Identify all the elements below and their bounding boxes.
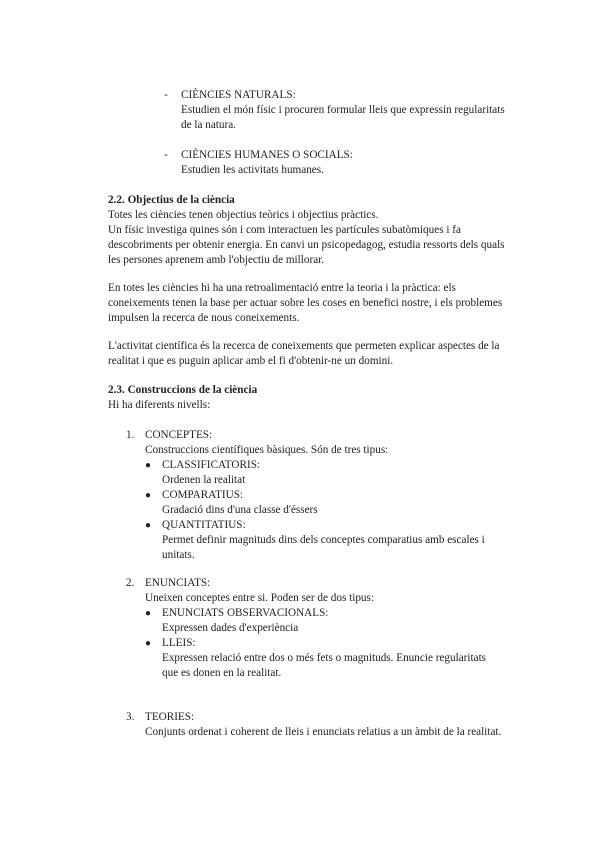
level-concepts [126,428,531,563]
dash-marker: - [164,89,168,101]
paragraph-line: impulsen la recerca de nous coneixements. [108,312,300,324]
paragraph-line: les persones aprenem amb l'objectiu de millorar. [108,254,325,266]
bullet-icon: ● [145,638,152,649]
paragraph-scientific-activity [108,339,528,369]
paragraph-line: descobriments per obtenir energia. En canvi un psicopedagog, estudia ressorts dels quals [108,239,505,251]
sub-item-desc: unitats. [162,549,195,561]
section-heading: 2.3. Construccions de la ciència [108,384,258,396]
level-title: ENUNCIATS: [145,577,211,589]
sub-item-desc: Expressen dades d'experiència [162,622,299,634]
sub-item-title: QUANTITATIUS: [162,519,246,531]
dash-marker: - [164,149,168,161]
level-desc: Construccions científiques bàsiques. Són de tres tipus: [145,444,389,456]
sub-item-laws [145,636,531,681]
bullet-icon: ● [145,460,152,471]
level-title: CONCEPTES: [145,429,213,441]
paragraph-line: coneixements tenen la base per actuar sobre les coses en benefici nostre, i els problemes [108,297,503,309]
sub-item-title: LLEIS: [162,637,196,649]
section-constructions [108,383,528,413]
branch-title: CIÈNCIES HUMANES O SOCIALS: [181,149,353,161]
paragraph: Totes les ciències tenen objectius teòrics i objectius pràctics. [108,209,379,221]
sub-item-title: COMPARATIUS: [162,489,244,501]
sub-item-quantitative [145,518,531,563]
sub-item-desc: Permet definir magnituds dins dels conceptes comparatius amb escales i [162,534,485,546]
sub-item-desc: que es donen en la realitat. [162,667,282,679]
paragraph-line: realitat i que es puguin aplicar amb el fi d'obtenir-ne un domini. [108,355,394,367]
list-number: 1. [126,429,135,441]
branch-desc-line: de la natura. [181,119,236,131]
level-title: TEORIES: [145,711,195,723]
sub-item-comparative [145,488,531,518]
branch-natural-sciences [164,88,534,133]
paragraph-feedback [108,281,528,326]
sub-item-title: CLASSIFICATORIS: [162,459,261,471]
branch-social-sciences [164,148,534,178]
sub-item-classificatory [145,458,531,488]
branch-title: CIÈNCIES NATURALS: [181,89,296,101]
level-statements [126,576,531,681]
paragraph-line: En totes les ciències hi ha una retroalimentació entre la teoria i la pràctica: els [108,282,456,294]
bullet-icon: ● [145,520,152,531]
list-number: 2. [126,577,135,589]
sub-item-desc: Expressen relació entre dos o més fets o magnituds. Enuncie regularitats [162,652,487,664]
sub-item-observational [145,606,531,636]
sub-item-desc: Ordenen la realitat [162,474,246,486]
branch-desc-line: Estudien les activitats humanes. [181,164,324,176]
paragraph-line: Un físic investiga quines són i com interactuen les partícules subatòmiques i fa [108,224,461,236]
section-objectives [108,193,528,268]
section-heading: 2.2. Objectius de la ciència [108,194,235,206]
bullet-icon: ● [145,608,152,619]
level-desc: Conjunts ordenat i coherent de lleis i enunciats relatius a un àmbit de la realitat. [145,726,502,738]
sub-item-desc: Gradació dins d'una classe d'éssers [162,504,318,516]
sub-item-title: ENUNCIATS OBSERVACIONALS: [162,607,329,619]
paragraph-line: L'activitat científica és la recerca de coneixements que permeten explicar aspectes de la [108,340,500,352]
branch-desc-line: Estudien el món físic i procuren formular lleis que expressin regularitats [181,104,505,116]
bullet-icon: ● [145,490,152,501]
paragraph: Hi ha diferents nivells: [108,399,211,411]
level-desc: Uneixen conceptes entre si. Poden ser de dos tipus: [145,592,374,604]
level-theories [126,710,531,740]
list-number: 3. [126,711,135,723]
